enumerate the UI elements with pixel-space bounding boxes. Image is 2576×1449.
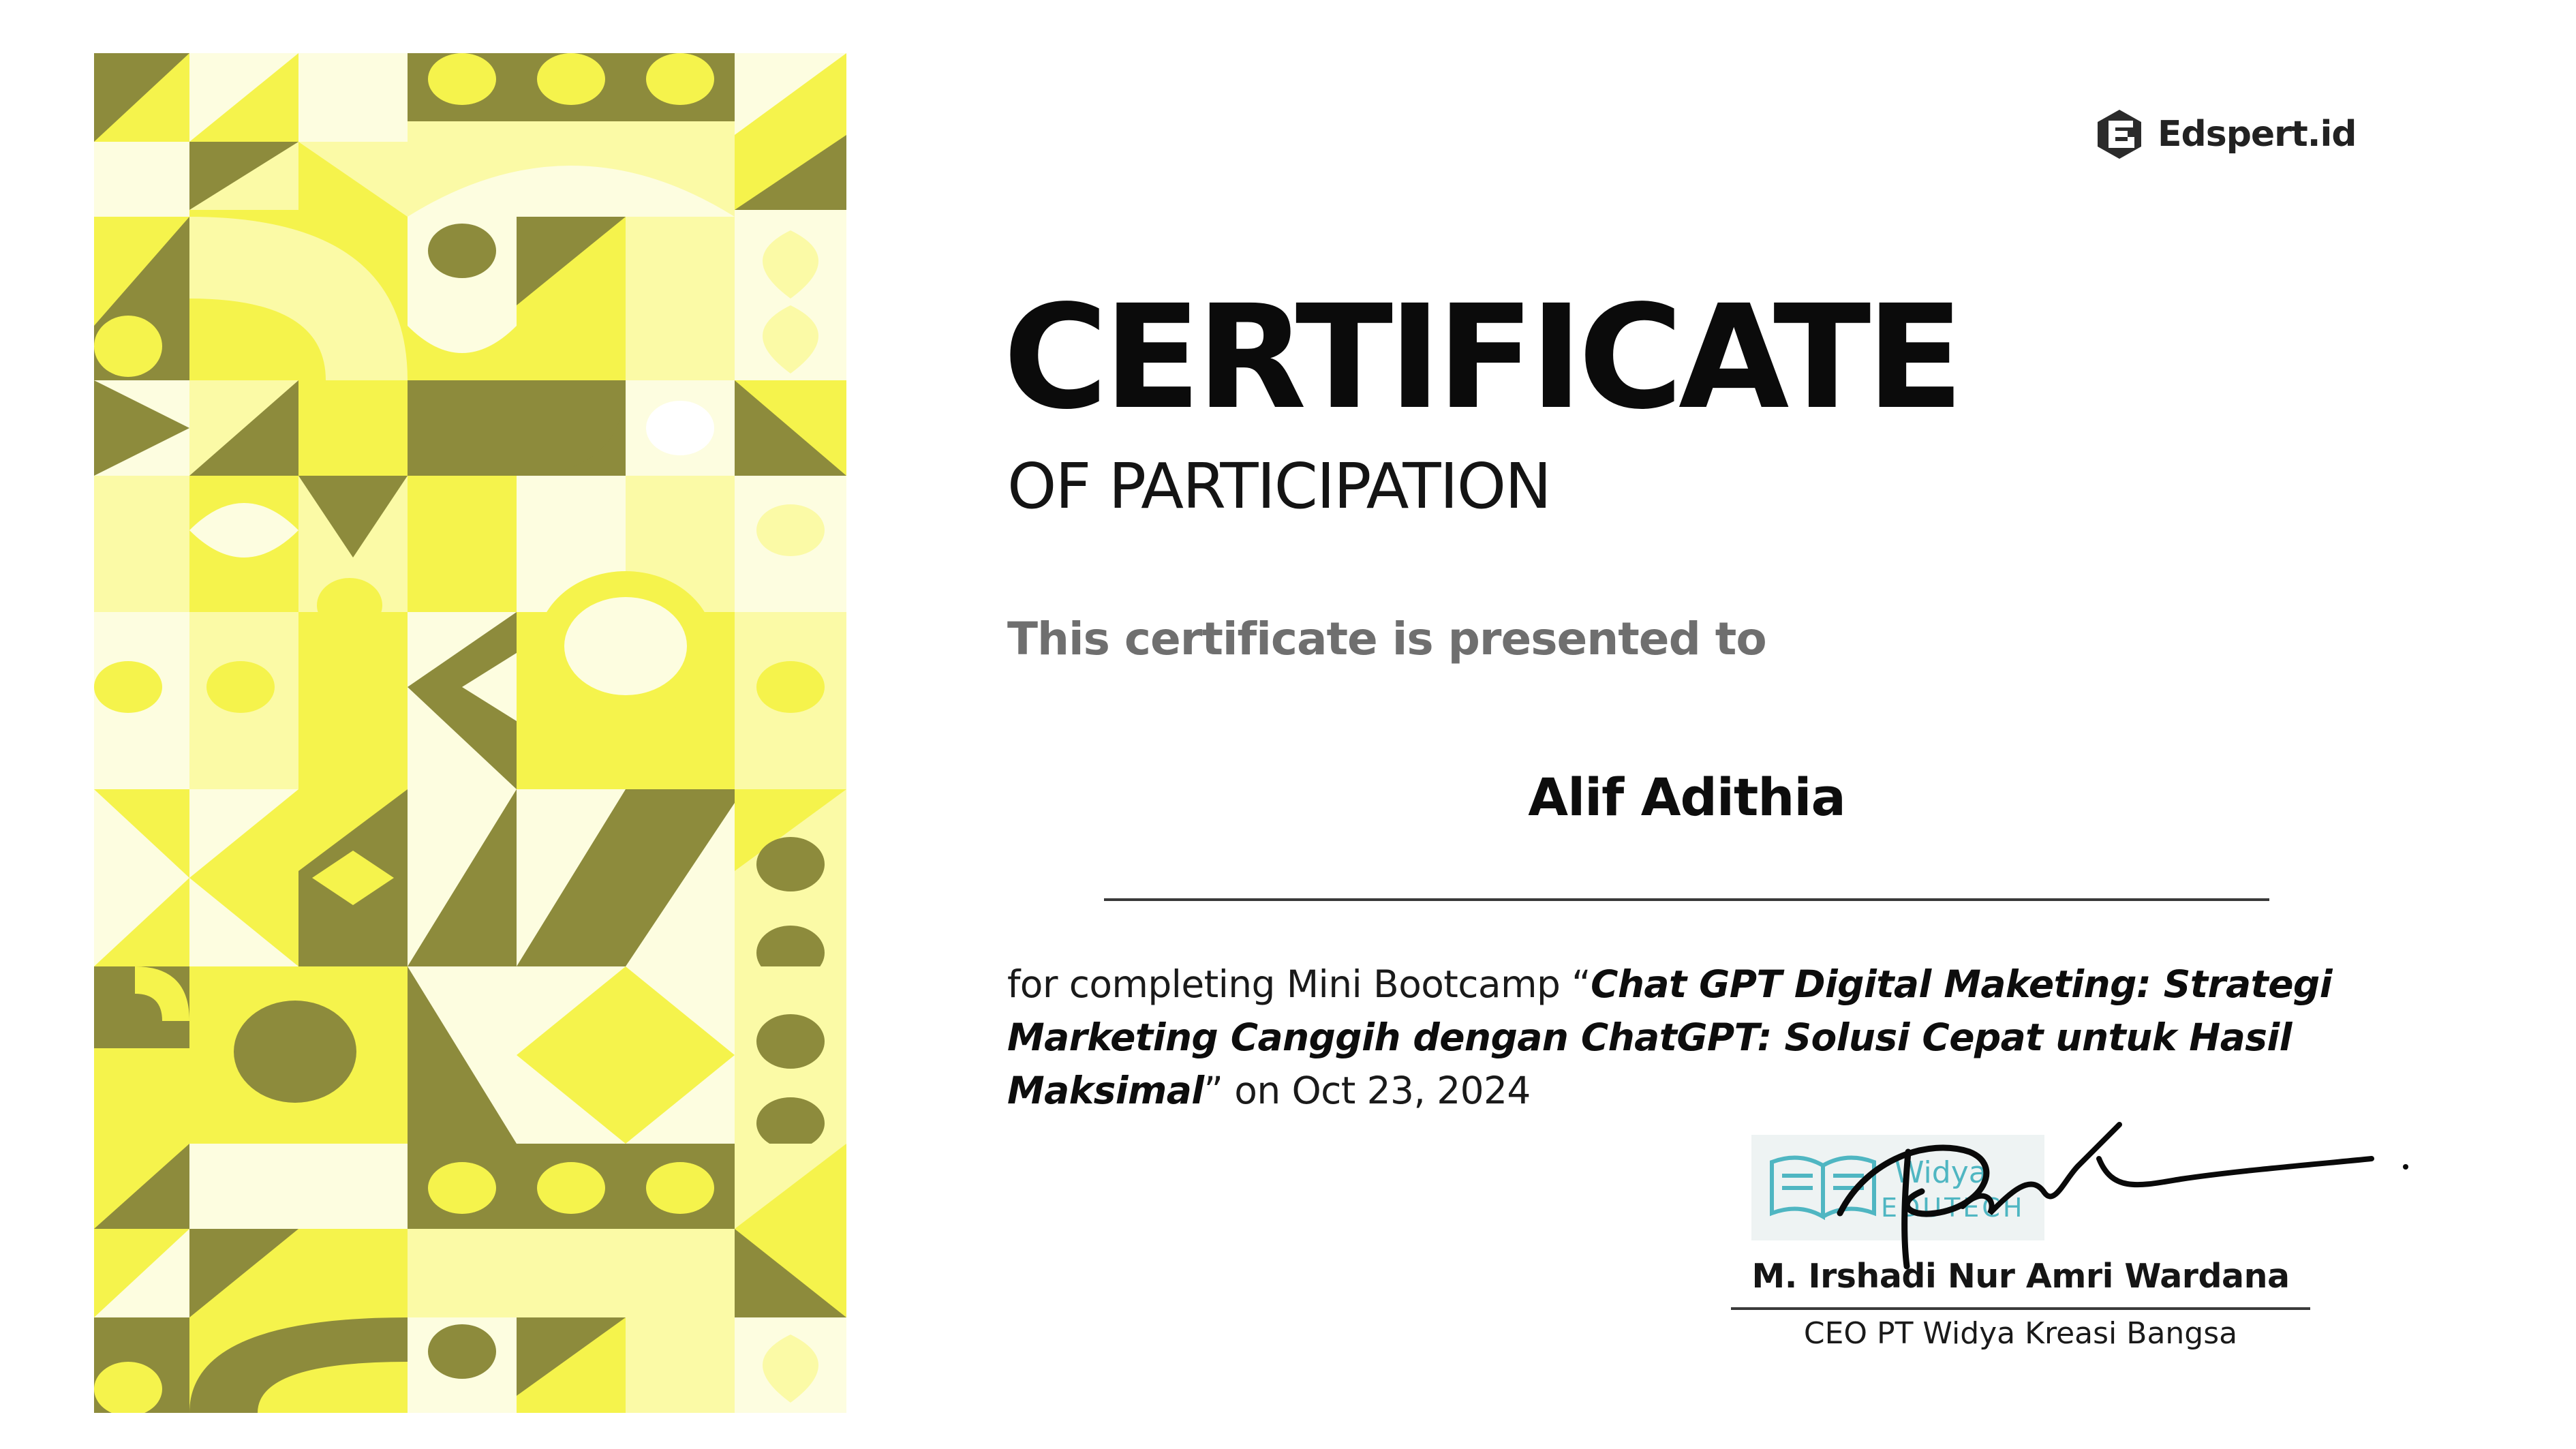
signatory-name: M. Irshadi Nur Amri Wardana	[1751, 1257, 2290, 1296]
brand-name: Edspert.id	[2158, 114, 2357, 155]
recipient-underline	[1104, 898, 2269, 901]
geometric-pattern-panel	[94, 53, 846, 1413]
certificate-subtitle: OF PARTICIPATION	[1007, 450, 1550, 523]
presented-to-label: This certificate is presented to	[1007, 613, 1766, 665]
course-title: Chat GPT Digital Maketing: Strategi Marketing Canggih dengan ChatGPT: Solusi Cepat untuk Hasil Maksimal	[1007, 962, 2332, 1112]
signatory-underline	[1731, 1307, 2310, 1310]
brand-logo	[2092, 104, 2357, 165]
stamp-text-line1: Widya	[1895, 1155, 1987, 1190]
handwritten-signature-icon	[1826, 1111, 2426, 1275]
completion-statement	[1007, 958, 2506, 1117]
pattern-graphic	[94, 53, 846, 1413]
statement-prefix: for completing Mini Bootcamp “	[1007, 962, 1591, 1006]
certificate-title: CERTIFICATE	[1003, 274, 1959, 441]
statement-suffix: ” on Oct 23, 2024	[1203, 1069, 1531, 1112]
edspert-logo-icon	[2092, 107, 2147, 162]
stamp-text-line2: EDUTECH	[1881, 1193, 2025, 1223]
signatory-role: CEO PT Widya Kreasi Bangsa	[1803, 1316, 2238, 1351]
recipient-name: Alif Adithia	[1528, 767, 1845, 827]
